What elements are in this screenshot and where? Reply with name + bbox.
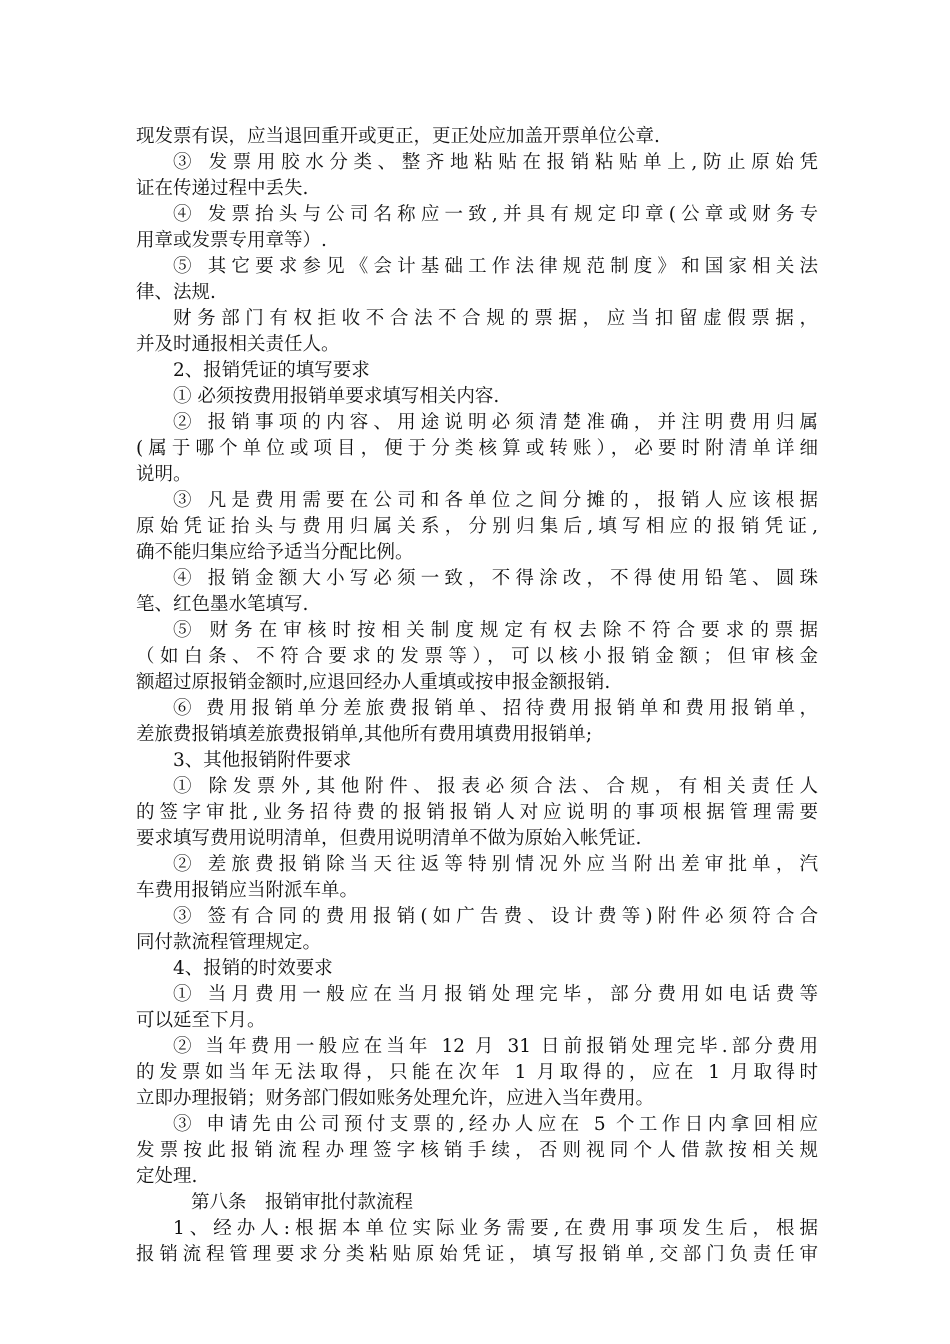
text-line: ① 当月费用一般应在当月报销处理完毕，部分费用如电话费等	[173, 984, 818, 1005]
text-line: 车费用报销应当附派车单。	[136, 880, 359, 901]
text-line: 并及时通报相关责任人。	[136, 334, 340, 355]
text-line: ① 必须按费用报销单要求填写相关内容.	[173, 386, 500, 407]
text-line: 同付款流程管理规定。	[136, 932, 322, 953]
text-line: ④ 发票抬头与公司名称应一致,并具有规定印章(公章或财务专	[173, 204, 818, 225]
text-line: 笔、红色墨水笔填写.	[136, 594, 309, 615]
text-line: ③ 申请先由公司预付支票的,经办人应在 5 个工作日内拿回相应	[173, 1114, 818, 1135]
text-line: 报销流程管理要求分类粘贴原始凭证，填写报销单,交部门负责任审	[136, 1244, 818, 1265]
text-line: 定处理.	[136, 1166, 198, 1187]
text-line: 财务部门有权拒收不合法不合规的票据，应当扣留虚假票据，	[173, 308, 818, 329]
text-line: ② 差旅费报销除当天往返等特别情况外应当附出差审批单，汽	[173, 854, 818, 875]
text-line: 1、经办人:根据本单位实际业务需要,在费用事项发生后，根据	[173, 1218, 818, 1239]
text-line: 确不能归集应给予适当分配比例。	[136, 542, 414, 563]
text-line: ② 当年费用一般应在当年 12 月 31 日前报销处理完毕.部分费用	[173, 1036, 818, 1057]
text-line: （如白条、不符合要求的发票等），可以核小报销金额；但审核金	[136, 646, 818, 667]
text-line: 要求填写费用说明清单，但费用说明清单不做为原始入帐凭证.	[136, 828, 642, 849]
section-heading: 4、报销的时效要求	[173, 958, 333, 979]
text-line: 现发票有误，应当退回重开或更正，更正处应加盖开票单位公章.	[136, 126, 660, 147]
text-line: 的发票如当年无法取得，只能在次年 1 月取得的，应在 1 月取得时	[136, 1062, 818, 1083]
text-line: ⑥ 费用报销单分差旅费报销单、招待费用报销单和费用报销单，	[173, 698, 818, 719]
text-line: 的签字审批,业务招待费的报销报销人对应说明的事项根据管理需要	[136, 802, 818, 823]
text-line: ③ 签有合同的费用报销(如广告费、设计费等)附件必须符合合	[173, 906, 818, 927]
text-line: ④ 报销金额大小写必须一致，不得涂改，不得使用铅笔、圆珠	[173, 568, 818, 589]
text-line: ① 除发票外,其他附件、报表必须合法、合规，有相关责任人	[173, 776, 818, 797]
text-line: 原始凭证抬头与费用归属关系，分别归集后,填写相应的报销凭证,	[136, 516, 818, 537]
text-line: ③ 凡是费用需要在公司和各单位之间分摊的，报销人应该根据	[173, 490, 818, 511]
body-text	[136, 124, 818, 1268]
text-line: 可以延至下月。	[136, 1010, 266, 1031]
text-line: ③ 发票用胶水分类、整齐地粘贴在报销粘贴单上,防止原始凭	[173, 152, 818, 173]
text-line: ⑤ 其它要求参见《会计基础工作法律规范制度》和国家相关法	[173, 256, 818, 277]
text-line: 证在传递过程中丢失.	[136, 178, 309, 199]
text-line: 发票按此报销流程办理签字核销手续，否则视同个人借款按相关规	[136, 1140, 818, 1161]
text-line: ⑤ 财务在审核时按相关制度规定有权去除不符合要求的票据	[173, 620, 818, 641]
text-line: 额超过原报销金额时,应退回经办人重填或按申报金额报销.	[136, 672, 611, 693]
section-heading: 2、报销凭证的填写要求	[173, 360, 370, 381]
text-line: 立即办理报销；财务部门假如账务处理允许，应进入当年费用。	[136, 1088, 655, 1109]
text-line: 差旅费报销填差旅费报销单,其他所有费用填费用报销单;	[136, 724, 593, 745]
text-line: ② 报销事项的内容、用途说明必须清楚准确，并注明费用归属	[173, 412, 818, 433]
section-heading: 3、其他报销附件要求	[173, 750, 352, 771]
text-line: 说明。	[136, 464, 192, 485]
text-line: 用章或发票专用章等）.	[136, 230, 327, 251]
article-heading: 第八条 报销审批付款流程	[191, 1192, 414, 1213]
text-line: (属于哪个单位或项目，便于分类核算或转账），必要时附清单详细	[136, 438, 818, 459]
text-line: 律、法规.	[136, 282, 216, 303]
